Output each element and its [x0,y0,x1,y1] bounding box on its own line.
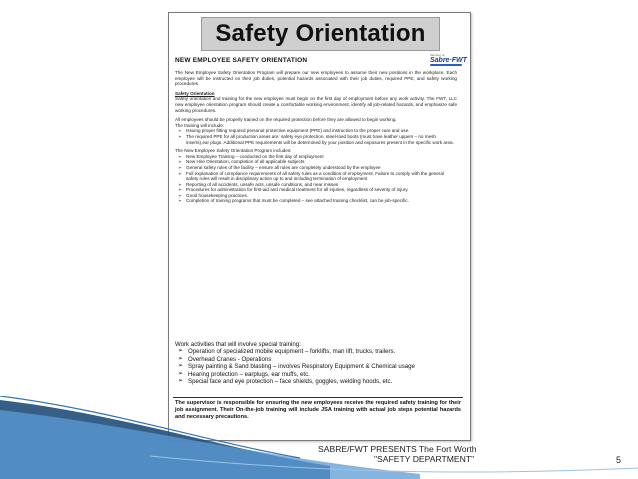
list-item: ➢ General safety rules of the facility – ensure all rules are completely understood by the employee [186,165,457,171]
training-intro: The training will include: [175,122,225,128]
sabre-fwt-logo [430,53,467,67]
list-item: ➢ Special face and eye protection – face shields, goggles, welding hoods, etc. [188,378,457,385]
program-intro: The New Employee Safety Orientation Program includes: [175,148,292,154]
list-item: ➢ Good housekeeping practices. [186,193,457,199]
list-item: ➢ Spray painting & Sand blasting – involves Respiratory Equipment & Chemical usage [188,363,457,370]
logo-swoosh-icon [430,64,462,66]
list-item: ➢ New Employee Training – conducted on the first day of employment [186,154,457,160]
supervisor-notice: The supervisor is responsible for ensuring the new employees receive the required safety training for their job assignment. Their On-the-job training will include JSA training with actual job steps potential hazards and necessary precautions. [173,397,463,441]
list-item: ➢ Completion of training programs that must be completed – see attached training checklist, can be job-specific. [186,198,457,204]
work-heading: Work activities that will involve special training: [175,341,301,348]
list-item: ➢ Operation of specialized mobile equipment – forklifts, man lift, trucks, trailers. [188,348,457,355]
work-list [175,348,457,385]
page-number: 5 [616,455,622,465]
footer-line-2: "SAFETY DEPARTMENT" [374,454,475,464]
footer-swoosh-decoration [0,396,638,479]
document-body [175,70,457,207]
training-paragraph: All employees should be properly trained on the required protection before they are allowed to begin working. [175,117,397,123]
program-list [175,154,457,204]
list-item: ➢ Full explanation of compliance requirements of all safety rules as a condition of employment. Failure to comply with the general safety rules will result in disciplinary action up to and including termination of employment [186,171,457,182]
intro-paragraph: The New Employee Safety Orientation Program will prepare our new employees to assume their new positions in the workplace. Each employee will be instructed on their job duties, potential hazards associated with their job duties, required PPE, and safety working procedures. [175,70,457,87]
footer-line-1: SABRE/FWT PRESENTS The Fort Worth [318,444,477,454]
logo-tagline: Member of [430,53,445,57]
document-page [168,12,471,441]
subheading: Safety Orientation [175,90,215,96]
list-item: ➢ Hearing protection – earplugs, ear muffs, etc. [188,371,457,378]
list-item: ➢ New Hire Orientation, completion of all applicable subjects [186,159,457,165]
list-item: ➢ Overhead Cranes - Operations [188,356,457,363]
special-training-section [175,341,457,385]
document-title-box [201,17,440,51]
list-item: ➢ The required PPE for all production areas are: safety eye protection, steel-toed boots (must have leather uppers – no mesh inserts),ear plugs. Additional PPE requirements will be determined by your position and exposures present in the specific work area. [186,134,457,145]
logo-brand: Sabre·FWT [430,57,467,64]
training-list [175,128,457,145]
document-title: Safety Orientation [215,20,426,47]
list-item: ➢ Reporting of all accidents, unsafe acts, unsafe conditions, and near misses [186,182,457,188]
section-heading: NEW EMPLOYEE SAFETY ORIENTATION [175,57,308,64]
list-item: ➢ Issuing proper fitting required personal protective equipment (PPE) and instruction to the proper care and use. [186,128,457,134]
list-item: ➢ Procedures for administration for first-aid and medical treatment for all injuries, regardless of severity of injury. [186,187,457,193]
orientation-paragraph: Safety orientation and training for the new employee must begin on the first day of employment before any work activity. The FWT, LLC new employee orientation program should create a comfortable working environment, identify all job-related hazards, and emphasize safe working procedures. [175,96,457,113]
